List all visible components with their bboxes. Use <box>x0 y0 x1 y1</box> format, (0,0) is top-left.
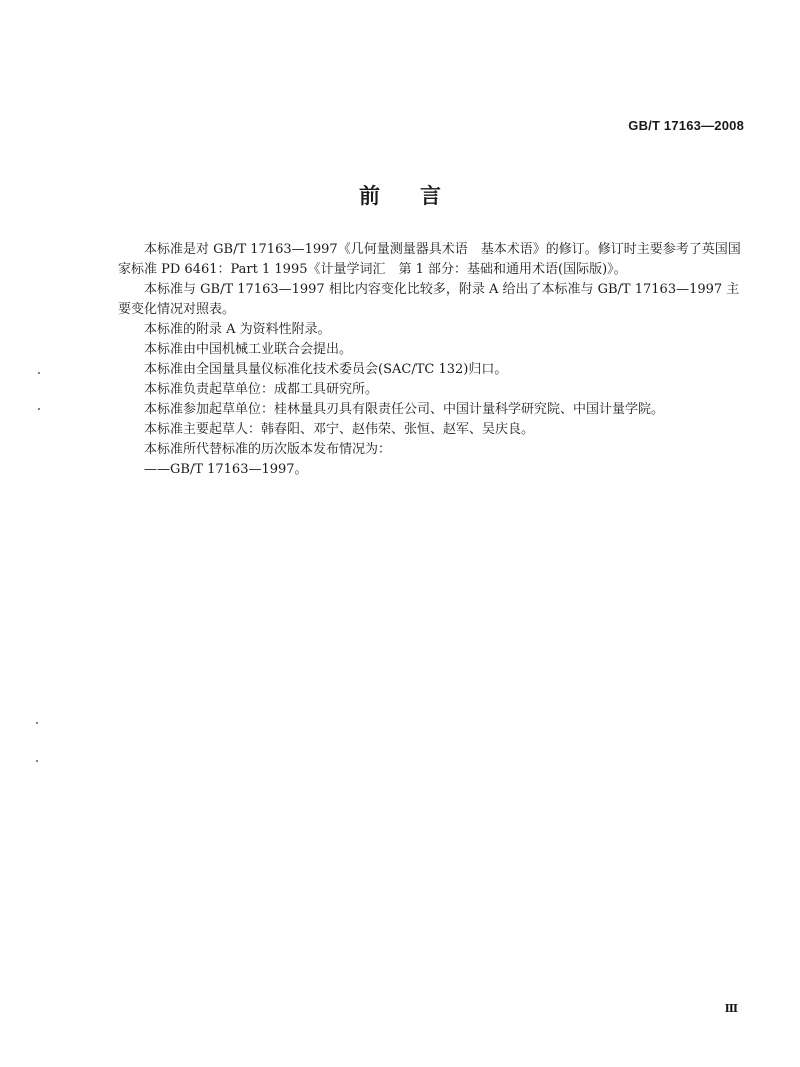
standard-code: GB/T 17163—2008 <box>628 118 744 133</box>
paragraph-main-drafters: 本标准主要起草人：韩春阳、邓宁、赵伟荣、张恒、赵军、吴庆良。 <box>144 422 535 437</box>
scan-speck <box>38 372 40 374</box>
paragraph-changes: 本标准与 GB/T 17163—1997 相比内容变化比较多，附录 A 给出了本标准与 GB/T 17163—1997 主要变化情况对照表。 <box>118 282 740 317</box>
scan-speck <box>36 760 38 762</box>
paragraph-lead-drafter: 本标准负责起草单位：成都工具研究所。 <box>144 382 379 397</box>
paragraph-revision-basis: 本标准是对 GB/T 17163—1997《几何量测量器具术语 基本术语》的修订。修订时主要参考了英国国家标准 PD 6461：Part 1 1995《计量学词汇 第 1 部分：基础和通用术语(国际版)》。 <box>118 242 741 277</box>
scan-speck <box>38 408 40 410</box>
paragraph-annex: 本标准的附录 A 为资料性附录。 <box>144 322 331 337</box>
paragraph-participating-drafters: 本标准参加起草单位：桂林量具刃具有限责任公司、中国计量科学研究院、中国计量学院。 <box>144 402 665 417</box>
scan-speck <box>36 722 38 724</box>
paragraph-history-item: ——GB/T 17163—1997。 <box>144 462 308 477</box>
paragraph-proposer: 本标准由中国机械工业联合会提出。 <box>144 342 353 357</box>
page-number: Ⅲ <box>724 1002 738 1015</box>
paragraph-committee: 本标准由全国量具量仪标准化技术委员会(SAC/TC 132)归口。 <box>144 362 508 377</box>
preface-body <box>118 240 748 480</box>
page-title: 前言 <box>359 184 481 208</box>
paragraph-history-intro: 本标准所代替标准的历次版本发布情况为： <box>144 442 392 457</box>
